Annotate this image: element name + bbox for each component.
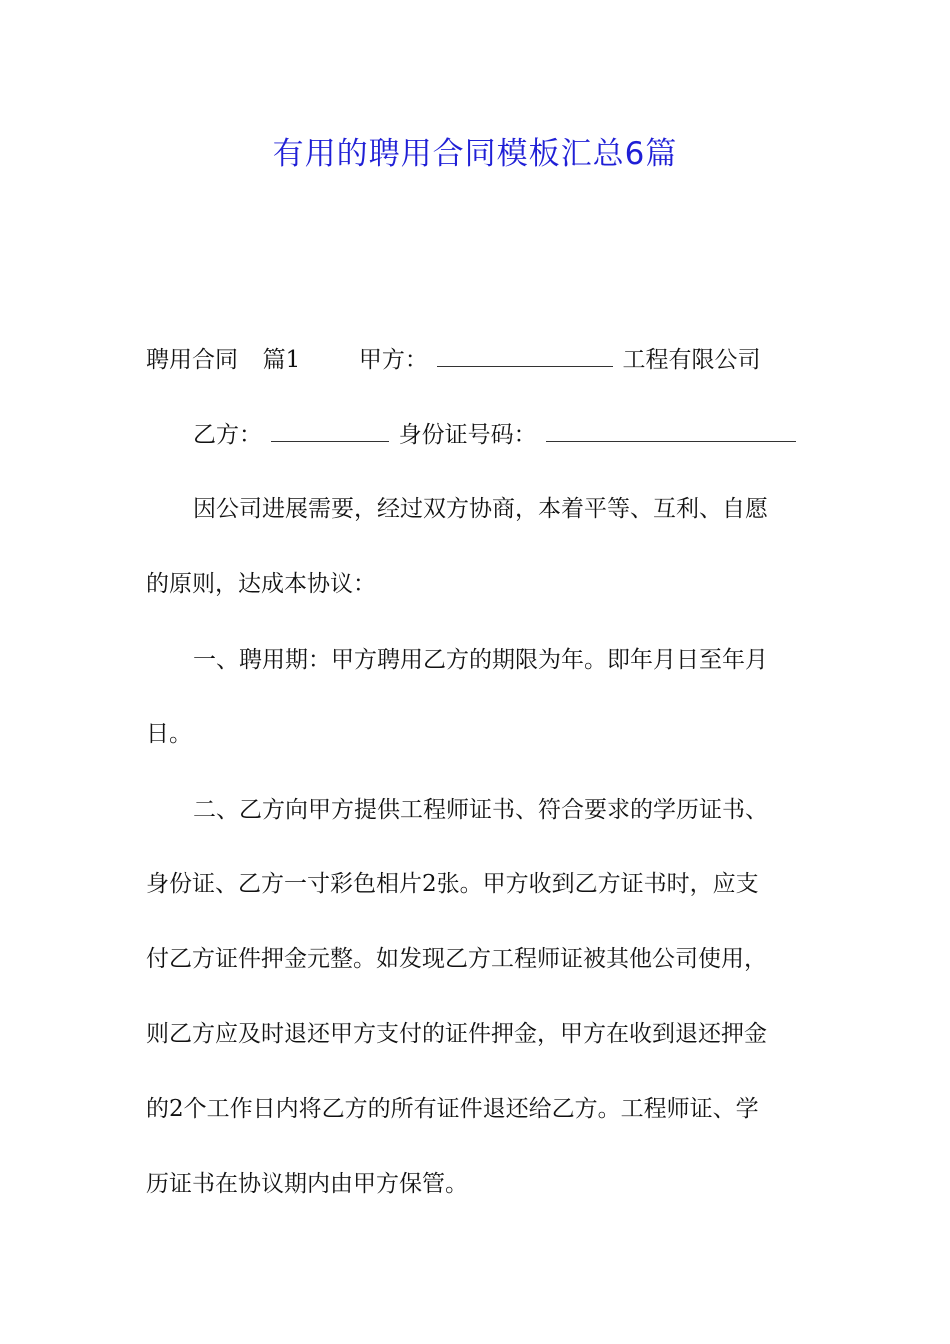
party-a-label: 甲方： — [358, 347, 428, 373]
paragraph-line: 则乙方应及时退还甲方支付的证件押金，甲方在收到退还押金 — [146, 1021, 767, 1047]
document-title: 有用的聘用合同模板汇总6篇 — [272, 136, 678, 172]
party-a-suffix: 工程有限公司 — [622, 347, 761, 373]
paragraph-line: 付乙方证件押金元整。如发现乙方工程师证被其他公司使用， — [146, 946, 767, 972]
party-b-line — [193, 420, 863, 450]
paragraph-line: 的2个工作日内将乙方的所有证件退还给乙方。工程师证、学 — [146, 1096, 759, 1122]
id-number-blank — [546, 421, 796, 442]
id-number-label: 身份证号码： — [398, 422, 537, 448]
section-number: 篇1 — [262, 347, 301, 373]
section-label: 聘用合同 — [146, 347, 238, 373]
contract-heading-line — [146, 345, 816, 375]
paragraph-line: 二、乙方向甲方提供工程师证书、符合要求的学历证书、 — [193, 797, 768, 823]
party-b-label: 乙方： — [193, 422, 262, 448]
paragraph-line: 日。 — [146, 721, 192, 747]
party-a-blank — [437, 346, 613, 367]
paragraph-line: 历证书在协议期内由甲方保管。 — [146, 1171, 468, 1197]
paragraph-line: 因公司进展需要，经过双方协商，本着平等、互利、自愿 — [193, 496, 768, 522]
paragraph-line: 身份证、乙方一寸彩色相片2张。甲方收到乙方证书时，应支 — [146, 871, 759, 897]
party-b-blank — [271, 421, 389, 442]
paragraph-line: 一、聘用期：甲方聘用乙方的期限为年。即年月日至年月 — [193, 647, 768, 673]
paragraph-line: 的原则，达成本协议： — [146, 571, 376, 597]
